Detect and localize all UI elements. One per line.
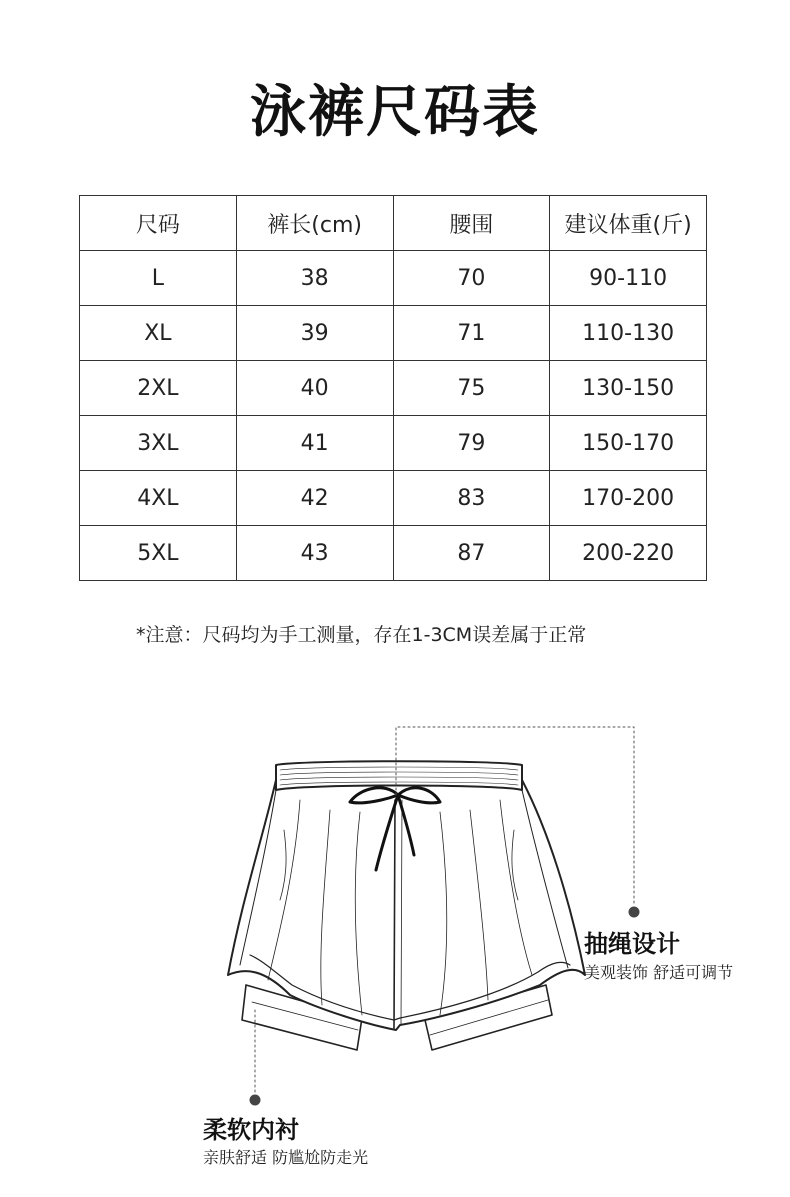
callout-drawstring-subtitle: 美观装饰 舒适可调节 xyxy=(584,963,734,982)
cell-waist: 70 xyxy=(393,251,550,306)
header-length: 裤长(cm) xyxy=(236,196,393,251)
cell-weight: 170-200 xyxy=(550,471,707,526)
callout-dot-liner xyxy=(250,1095,260,1105)
cell-size: 2XL xyxy=(80,361,237,416)
cell-size: 3XL xyxy=(80,416,237,471)
table-row xyxy=(80,416,707,471)
cell-waist: 79 xyxy=(393,416,550,471)
header-waist: 腰围 xyxy=(393,196,550,251)
cell-weight: 150-170 xyxy=(550,416,707,471)
cell-length: 40 xyxy=(236,361,393,416)
table-row xyxy=(80,306,707,361)
cell-waist: 71 xyxy=(393,306,550,361)
cell-waist: 75 xyxy=(393,361,550,416)
cell-length: 39 xyxy=(236,306,393,361)
header-size: 尺码 xyxy=(80,196,237,251)
cell-length: 43 xyxy=(236,526,393,581)
waistband xyxy=(276,761,522,790)
table-row xyxy=(80,526,707,581)
callout-drawstring-title: 抽绳设计 xyxy=(584,930,680,958)
cell-weight: 200-220 xyxy=(550,526,707,581)
cell-size: L xyxy=(80,251,237,306)
cell-size: 5XL xyxy=(80,526,237,581)
cell-weight: 110-130 xyxy=(550,306,707,361)
table-row xyxy=(80,471,707,526)
callout-dot-drawstring xyxy=(629,907,639,917)
page-title: 泳裤尺码表 xyxy=(250,80,540,145)
callout-liner-title: 柔软内衬 xyxy=(203,1116,299,1144)
table-header-row xyxy=(80,196,707,251)
cell-weight: 90-110 xyxy=(550,251,707,306)
cell-waist: 83 xyxy=(393,471,550,526)
callout-liner-subtitle: 亲肤舒适 防尴尬防走光 xyxy=(203,1148,369,1167)
size-chart-table xyxy=(79,195,707,581)
cell-size: XL xyxy=(80,306,237,361)
cell-waist: 87 xyxy=(393,526,550,581)
cell-weight: 130-150 xyxy=(550,361,707,416)
table-row xyxy=(80,361,707,416)
cell-length: 42 xyxy=(236,471,393,526)
table-row xyxy=(80,251,707,306)
cell-size: 4XL xyxy=(80,471,237,526)
cell-length: 38 xyxy=(236,251,393,306)
cell-length: 41 xyxy=(236,416,393,471)
measurement-note: *注意：尺码均为手工测量，存在1-3CM误差属于正常 xyxy=(136,624,587,646)
header-weight: 建议体重(斤) xyxy=(550,196,707,251)
